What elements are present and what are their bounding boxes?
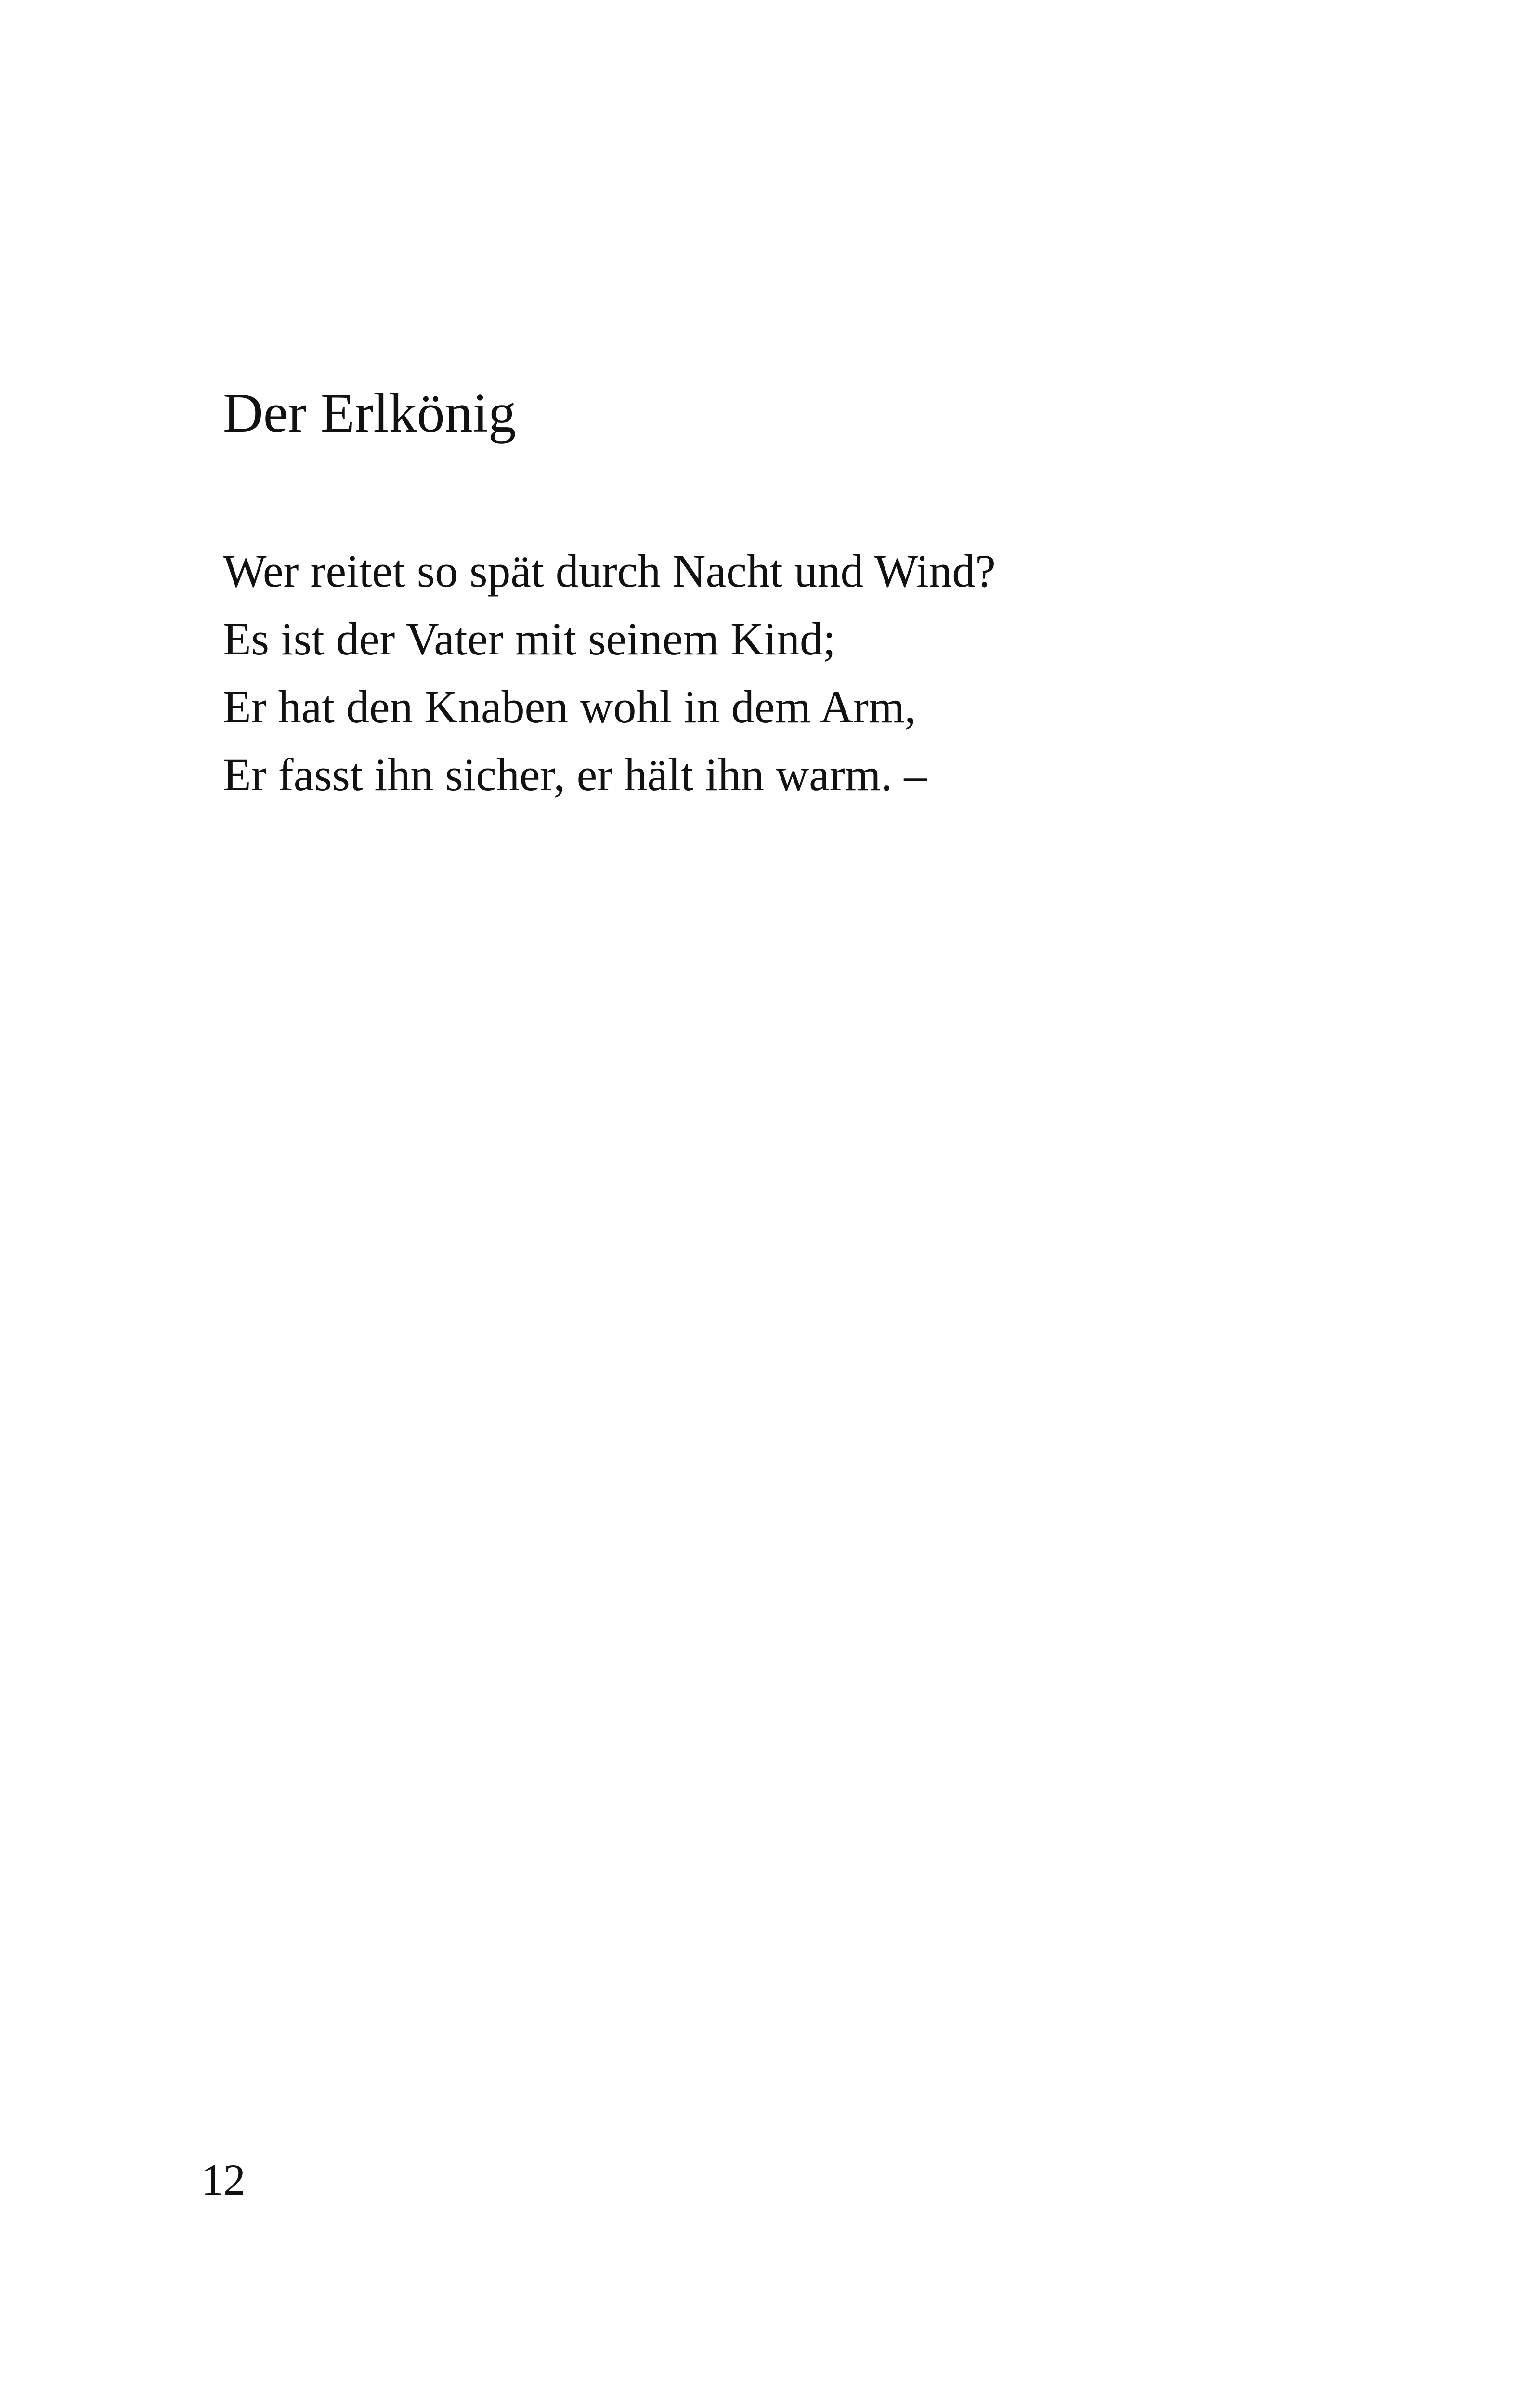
- verse-line: Er hat den Knaben wohl in dem Arm,: [223, 681, 916, 733]
- poem-title: Der Erlkönig: [223, 382, 516, 444]
- poem-stanza: [223, 537, 996, 809]
- verse-line: Es ist der Vater mit seinem Kind;: [223, 613, 836, 665]
- page-number: 12: [201, 2155, 246, 2204]
- verse-line: Wer reitet so spät durch Nacht und Wind?: [223, 545, 996, 597]
- verse-line: Er fasst ihn sicher, er hält ihn warm. –: [223, 749, 927, 800]
